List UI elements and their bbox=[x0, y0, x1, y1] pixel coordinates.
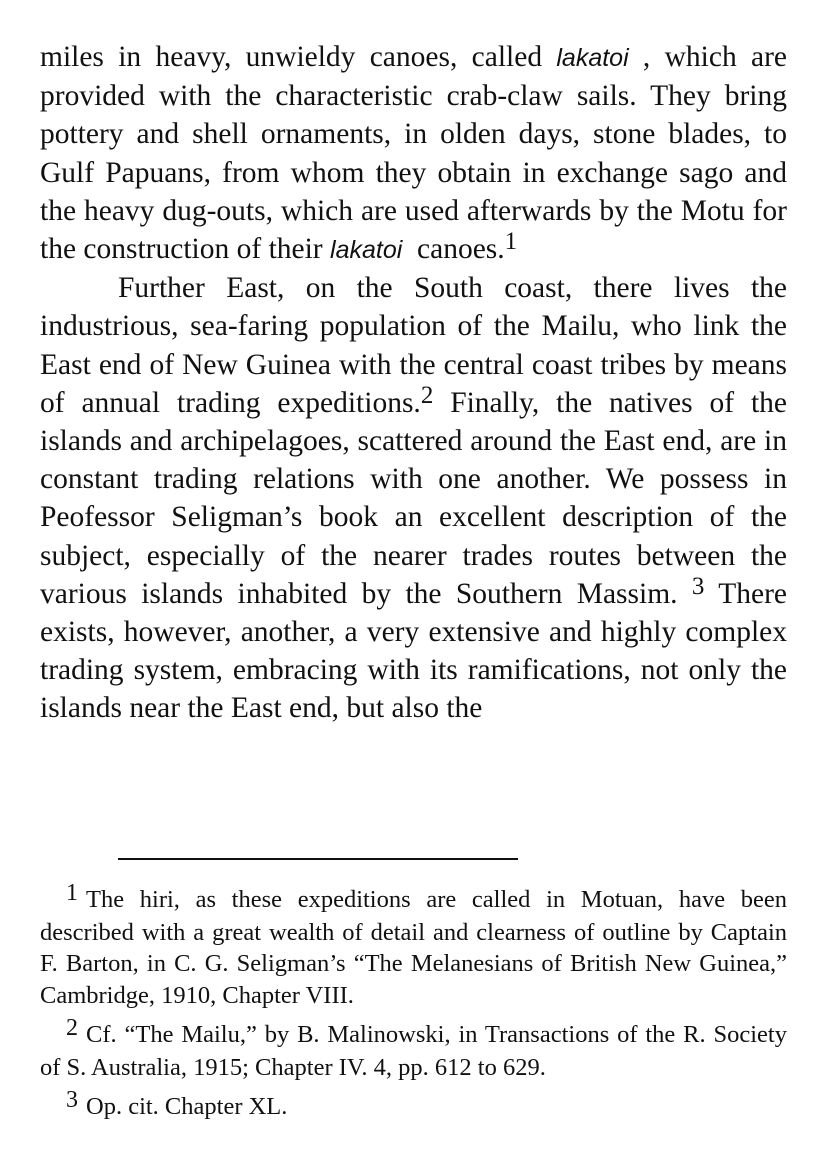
footnote-number: 1 bbox=[66, 880, 78, 906]
term-lakatoi-1: lakatoi bbox=[556, 44, 629, 72]
footnote-number: 2 bbox=[66, 1015, 78, 1041]
paragraph-1-text-b: , which are provided with the characteristic crab-claw sails. They bring pottery and shell ornaments, in olden days, stone blades, to Gulf Papuans, from whom they obtain in exchange sago and the heavy dug-outs, which are used afterwards by the Motu for the construction of their bbox=[40, 41, 788, 266]
footnote-ref-1[interactable]: 1 bbox=[504, 228, 518, 256]
paragraph-2 bbox=[40, 269, 787, 727]
footnote-number: 3 bbox=[66, 1087, 78, 1113]
paragraph-1 bbox=[40, 38, 787, 269]
main-text bbox=[40, 38, 787, 728]
footnote-ref-3[interactable]: 3 bbox=[691, 572, 705, 600]
paragraph-2-text-c: There exists, however, another, a very extensive and highly complex trading system, embracing with its ramifications, not only the islands near the East end, but also the bbox=[40, 577, 787, 725]
footnote-text: The hiri, as these expeditions are called in Motuan, have been described with a great wealth of detail and clearness of outline by Captain F. Barton, in C. G. Seligman’s “The Melanesians of British New Guinea,” Cambridge, 1910, Chapter VIII. bbox=[40, 886, 787, 1009]
footnote-3 bbox=[40, 1087, 787, 1124]
paragraph-2-text-b: Finally, the natives of the islands and archipelagoes, scattered around the East end, are in constant trading relations with one another. We possess in Peofessor Seligman’s book an excellent description of the subject, especially of the nearer trades routes between the various islands inhabited by the Southern Massim. bbox=[40, 386, 787, 610]
footnotes bbox=[40, 880, 787, 1132]
term-lakatoi-2: lakatoi bbox=[330, 236, 403, 265]
paragraph-1-text-c: canoes. bbox=[417, 233, 505, 266]
footnote-divider bbox=[118, 858, 518, 860]
footnote-1 bbox=[40, 880, 787, 1011]
paragraph-2-text-a: Further East, on the South coast, there lives the industrious, sea-faring population of the Mailu, who link the East end of New Guinea with the central coast tribes by means of annual trading expeditions. bbox=[40, 272, 787, 419]
footnote-2 bbox=[40, 1015, 787, 1083]
footnote-ref-2[interactable]: 2 bbox=[420, 381, 434, 409]
paragraph-1-text-a: miles in heavy, unwieldy canoes, called bbox=[40, 41, 557, 73]
footnote-text: Op. cit. Chapter XL. bbox=[86, 1093, 288, 1120]
footnote-text: Cf. “The Mailu,” by B. Malinowski, in Transactions of the R. Society of S. Australia, 1915; Chapter IV. 4, pp. 612 to 629. bbox=[40, 1021, 787, 1081]
